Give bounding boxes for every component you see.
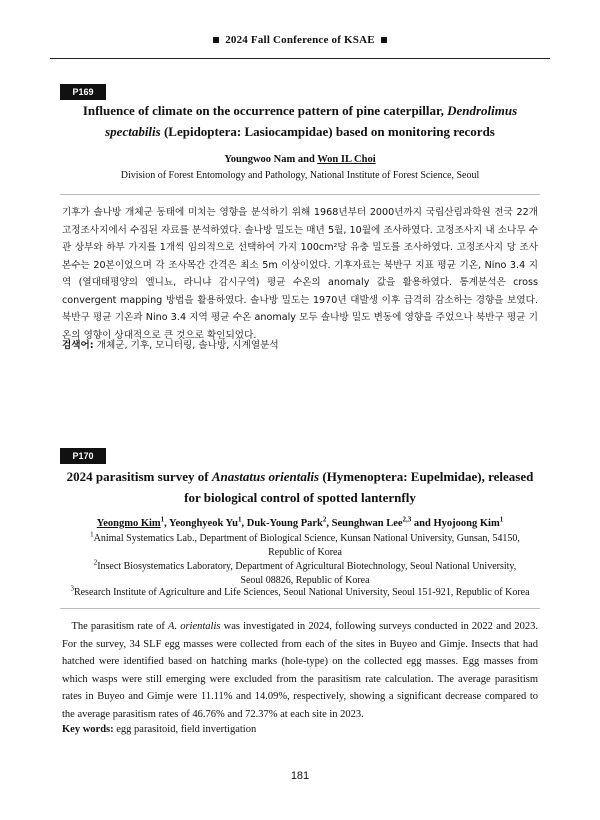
bullet-square-icon bbox=[381, 37, 387, 43]
keywords-text: egg parasitoid, field invertigation bbox=[116, 724, 257, 735]
author-name-presenter: Won IL Choi bbox=[317, 154, 376, 165]
affiliation: $^1$Animal Systematics Lab., Department of Biological Science, Kunsan National University, Gunsan, 54150, Republic of Korea bbox=[90, 530, 520, 558]
keywords bbox=[62, 339, 538, 353]
keywords bbox=[62, 723, 538, 737]
section-divider bbox=[60, 608, 540, 609]
section-divider bbox=[60, 194, 540, 195]
page-number: 181 bbox=[290, 770, 310, 782]
affiliation: $^3$Research Institute of Agriculture and Life Sciences, Seoul National University, Seoul 151-921, Republic of Korea bbox=[70, 584, 530, 598]
author-name: Seunghwan Lee bbox=[331, 518, 403, 529]
abstract-title: Influence of climate on the occurrence pattern of pine caterpillar, Dendrolimus spectabilis (Lepidoptera: Lasiocampidae) based on monitoring records bbox=[82, 103, 518, 139]
abstract-id-badge: P169 bbox=[60, 84, 106, 100]
keywords-text: 개체군, 기후, 모니터링, 솔나방, 시계열분석 bbox=[96, 340, 279, 351]
affiliation: Division of Forest Entomology and Pathology, National Institute of Forest Science, Seoul bbox=[120, 170, 480, 181]
keywords-label: 검색어: bbox=[62, 340, 94, 351]
abstract-title: 2024 parasitism survey of Anastatus orientalis (Hymenoptera: Eupelmidae), released for biological control of spotted lanternfly bbox=[66, 469, 534, 505]
abstract-body: 기후가 솔나방 개체군 동태에 미치는 영향을 분석하기 위해 1968년부터 2000년까지 국립산림과학원 전국 22개 고정조사지에서 수집된 자료를 분석하였다. 솔나방 밀도는 매년 5월, 10월에 조사하였다. 고정조사지 내 소나무 수관 상부와 하부 가지를 1개씩 임의적으로 선택하여 가지 100cm²당 유충 밀도를 조사하였다. 고정조사지 당 조사 본수는 20본이었으며 각 조사목간 간격은 최소 5m 이상이었다. 기후자료는 북반구 지표 평균 기온, Nino 3.4 지역 (열대태평양의 엘니뇨, 라니냐 감시구역) 평균 수온의 anomaly 값을 활용하였다. 통계분석은 cross convergent mapping 방법을 활용하였다. 솔나방 밀도는 1970년 대발생 이후 급격히 감소하는 경향을 보였다. 북반구 평균 기온과 Nino 3.4 지역 평균 수온 anomaly 모두 솔나방 밀도 변동에 영향을 주었으나 북반구 평균 기온의 영향이 상대적으로 큰 것으로 확인되었다. bbox=[62, 207, 538, 341]
author-name: Yeonghyeok Yu bbox=[169, 518, 238, 529]
author-name: Youngwoo Nam bbox=[224, 154, 296, 165]
abstract-id-badge: P170 bbox=[60, 448, 106, 464]
author-name: Hyojoong Kim bbox=[433, 518, 500, 529]
conference-title: 2024 Fall Conference of KSAE bbox=[225, 34, 375, 46]
author-list: Youngwoo Nam and Won IL Choi bbox=[224, 154, 376, 165]
header-rule bbox=[50, 58, 550, 59]
conference-header bbox=[50, 34, 550, 46]
abstract-body: The parasitism rate of A. orientalis was investigated in 2024, following surveys conducted in 2022 and 2023. For the survey, 34 SLF egg masses were collected from each of the sites in Buyeo and Gimje. Insects that had hatched were identified based on hatching marks (hole-type) on the collected egg masses. Egg masses from which wasps were still emerging were excluded from the parasitism rate calculation. The average parasitism rates in Buyeo and Gimje were 11.11% and 14.09%, respectively, showing a significant decrease compared to the average parasitism rates of 46.76% and 72.37% at each site in 2023. bbox=[62, 621, 539, 720]
bullet-square-icon bbox=[213, 37, 219, 43]
keywords-label: Key words: bbox=[62, 724, 114, 735]
author-list: Yeongmo Kim$^1$, Yeonghyeok Yu$^1$, Duk-Young Park$^2$, Seunghwan Lee$^{2,3}$ and Hyojoong Kim$^1$ bbox=[96, 515, 504, 529]
affiliation: $^2$Insect Biosystematics Laboratory, Department of Agricultural Biotechnology, Seoul National University, Seoul 08826, Republic of Korea bbox=[93, 558, 517, 586]
author-name: Duk-Young Park bbox=[246, 518, 323, 529]
author-name-presenter: Yeongmo Kim bbox=[96, 518, 161, 529]
